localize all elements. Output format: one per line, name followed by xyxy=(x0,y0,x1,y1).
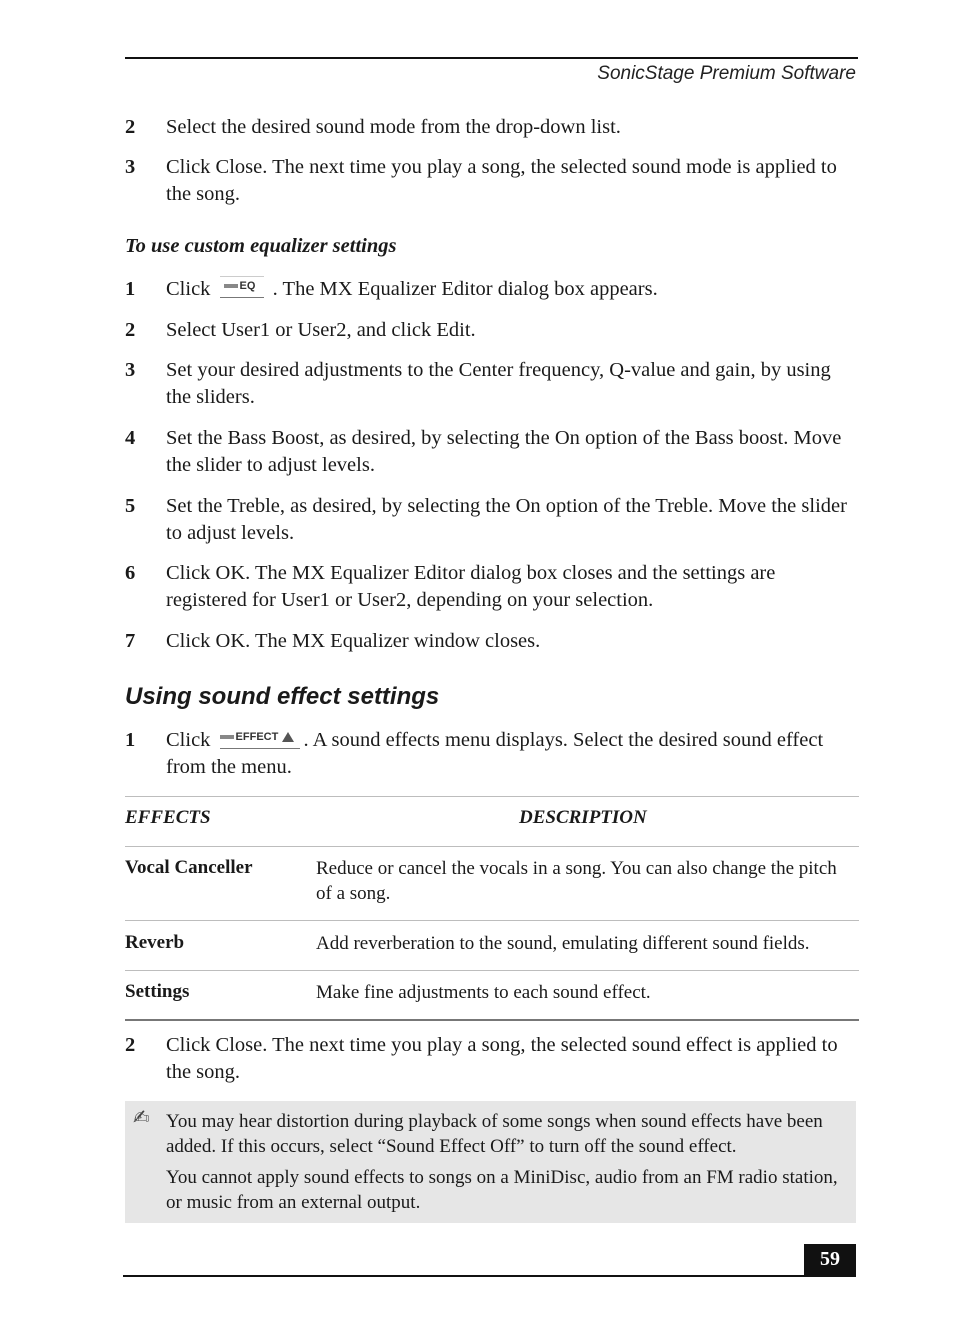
eq-step-3 xyxy=(125,357,858,411)
effect-step-1 xyxy=(125,727,858,781)
table-row-name: Settings xyxy=(125,981,190,1002)
step-text: Select the desired sound mode from the drop-down list. xyxy=(166,116,621,138)
running-head: SonicStage Premium Software xyxy=(597,63,856,84)
table-row-desc: Add reverberation to the sound, emulating different sound fields. xyxy=(316,933,810,954)
eq-step-4 xyxy=(125,425,858,479)
step-text: Set the Treble, as desired, by selecting the On option of the Treble. Move the slider to adjust levels. xyxy=(166,495,847,544)
step-number: 3 xyxy=(125,156,136,178)
step-number: 3 xyxy=(125,359,136,381)
table-row-desc: Reduce or cancel the vocals in a song. You can also change the pitch of a song. xyxy=(316,858,837,904)
step-number: 6 xyxy=(125,562,136,584)
step-text: Click Close. The next time you play a song, the selected sound effect is applied to the song. xyxy=(166,1034,838,1083)
eq-step-6 xyxy=(125,560,858,614)
eq-step-5 xyxy=(125,493,858,547)
page-number: 59 xyxy=(804,1244,856,1276)
header-rule xyxy=(125,57,858,59)
step-text-post: . The MX Equalizer Editor dialog box appears. xyxy=(272,278,658,300)
table-rule xyxy=(125,970,859,971)
table-row-desc: Make fine adjustments to each sound effect. xyxy=(316,982,651,1003)
note-box xyxy=(125,1101,856,1223)
step-click-close-mode xyxy=(125,154,858,208)
table-row-name: Vocal Canceller xyxy=(125,857,253,878)
eq-step-1 xyxy=(125,276,858,303)
step-number: 1 xyxy=(125,729,136,751)
step-number: 7 xyxy=(125,630,136,652)
step-text-pre: Click xyxy=(166,729,211,751)
step-number: 5 xyxy=(125,495,136,517)
column-header-description: DESCRIPTION xyxy=(519,807,647,828)
step-text: Select User1 or User2, and click Edit. xyxy=(166,319,476,341)
subheading-custom-eq: To use custom equalizer settings xyxy=(125,235,397,257)
effect-step-2 xyxy=(125,1032,858,1086)
table-rule xyxy=(125,846,859,847)
note-paragraph-2: You cannot apply sound effects to songs on a MiniDisc, audio from an FM radio station, or music from an external output. xyxy=(166,1167,838,1213)
step-text-pre: Click xyxy=(166,278,211,300)
step-number: 4 xyxy=(125,427,136,449)
table-bottom-rule xyxy=(125,1019,859,1021)
column-header-effects: EFFECTS xyxy=(125,807,211,828)
step-select-sound-mode xyxy=(125,114,858,141)
step-text-post: . A sound effects menu displays. Select the desired sound effect from the menu. xyxy=(166,729,824,778)
table-rule xyxy=(125,796,859,797)
step-number: 2 xyxy=(125,319,136,341)
effect-button-icon: EFFECT xyxy=(220,728,300,749)
step-text: Click OK. The MX Equalizer window closes. xyxy=(166,630,541,652)
step-number: 2 xyxy=(125,1034,136,1056)
eq-step-7 xyxy=(125,628,858,655)
pencil-note-icon: ✍ xyxy=(133,1105,150,1129)
step-number: 2 xyxy=(125,116,136,138)
step-text: Click OK. The MX Equalizer Editor dialog box closes and the settings are registered for User1 or User2, depending on your selection. xyxy=(166,562,776,611)
step-number: 1 xyxy=(125,278,136,300)
note-paragraph-1: You may hear distortion during playback of some songs when sound effects have been added. If this occurs, select “Sound Effect Off” to turn off the sound effect. xyxy=(166,1111,823,1157)
section-title: Using sound effect settings xyxy=(125,683,440,710)
eq-step-2 xyxy=(125,317,858,344)
table-row-name: Reverb xyxy=(125,932,185,953)
step-text: Click Close. The next time you play a song, the selected sound mode is applied to the song. xyxy=(166,156,837,205)
step-text: Set your desired adjustments to the Center frequency, Q-value and gain, by using the sliders. xyxy=(166,359,831,408)
table-rule xyxy=(125,920,859,921)
eq-button-icon: EQ xyxy=(220,276,264,298)
step-text: Set the Bass Boost, as desired, by selecting the On option of the Bass boost. Move the slider to adjust levels. xyxy=(166,427,842,476)
footer-rule xyxy=(123,1275,856,1277)
